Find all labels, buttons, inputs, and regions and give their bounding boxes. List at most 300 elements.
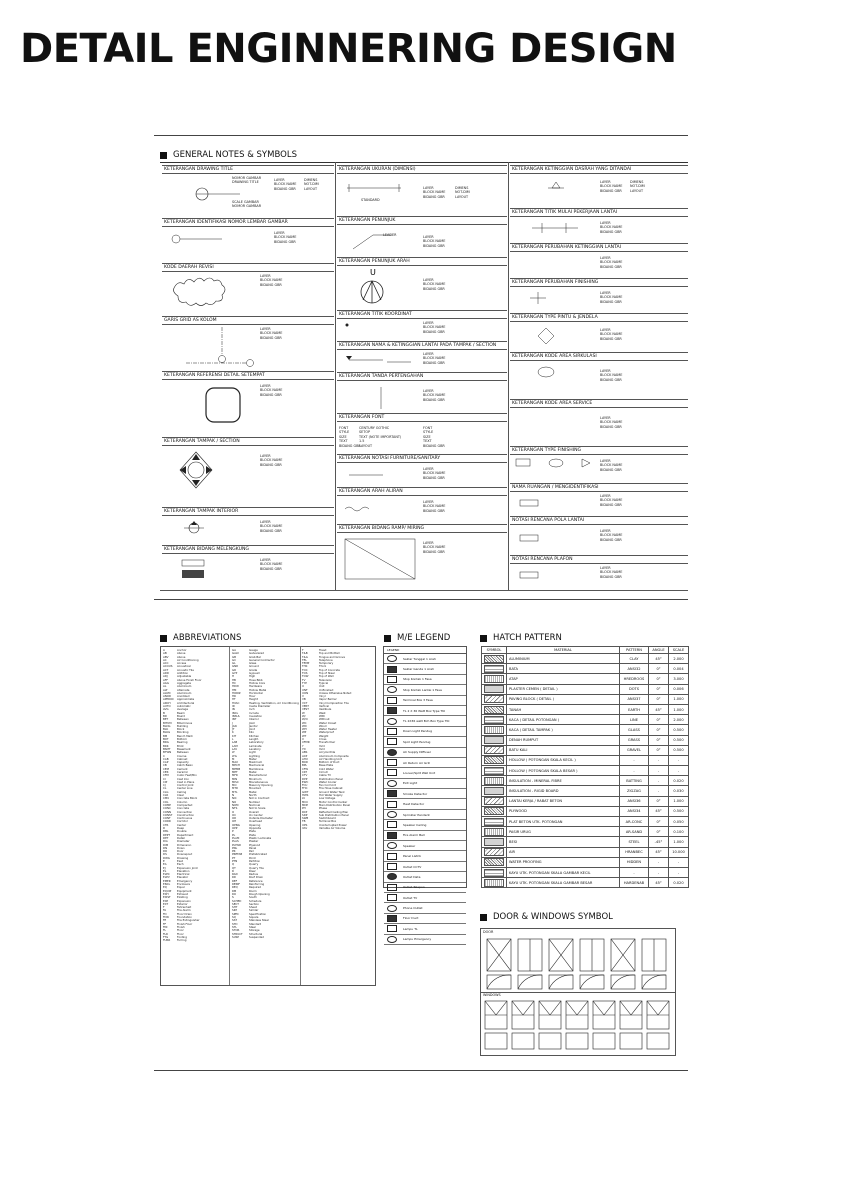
leader-label: LEADER xyxy=(383,233,397,237)
panel-title: KETERANGAN TAMPAK / SECTION xyxy=(162,438,334,446)
panel-sheet-id xyxy=(162,218,334,263)
me-legend-row xyxy=(384,758,466,768)
panel-title: KETERANGAN BIDANG RAMP/ MIRING xyxy=(337,525,507,533)
abbreviations-title: ABBREVIATIONS xyxy=(173,633,242,643)
me-legend-label: Smoke Detector xyxy=(403,791,428,796)
panel-title: KETERANGAN TAMPAK INTERIOR xyxy=(162,508,334,516)
panel-title: KETERANGAN NAMA & KETINGGIAN LANTAI PADA TAMPAK / SECTION xyxy=(337,342,507,350)
abbr-divider xyxy=(229,647,230,985)
me-legend-row xyxy=(384,789,466,799)
me-symbol-icon xyxy=(387,832,397,839)
hatch-pattern: - xyxy=(620,867,649,877)
me-symbol-icon xyxy=(387,842,397,849)
layer-labels: LAYER BLOCK NAME BIDANG GBR xyxy=(600,256,623,269)
panel-title: NAMA RUANGAN / MENGIDENTIFIKASI xyxy=(510,484,688,492)
layer-labels: LAYER BLOCK NAME BIDANG GBR xyxy=(274,178,297,191)
me-legend-label: Outlet Data xyxy=(403,874,421,879)
me-legend-label: TL 2 X 36 Watt Box Type TKI xyxy=(403,708,446,713)
hatch-scale: 0.500 xyxy=(669,735,689,745)
hatch-material: HOLLOW ( POTONGAN SKALA BESAR ) xyxy=(507,766,620,776)
me-legend-row xyxy=(384,696,466,706)
hatch-row xyxy=(482,857,689,867)
me-legend-label: Stop Kontak Lantai 1 Fasa xyxy=(403,687,442,692)
room-tag-icon xyxy=(518,494,542,510)
drawing-title-labels: NOMOR GAMBAR DRAWING TITLE xyxy=(232,176,262,185)
window-plan-icon xyxy=(512,1033,534,1049)
layer-labels: LAYER BLOCK NAME BIDANG GBR xyxy=(600,494,623,507)
hatch-material: HOLLOW ( POTONGAN SKALA KECIL ) xyxy=(507,755,620,765)
me-legend-table xyxy=(383,646,467,942)
hatch-swatch-icon xyxy=(482,766,507,776)
me-legend-label: Exit Light xyxy=(403,781,418,786)
layer-labels: LAYER BLOCK NAME BIDANG GBR xyxy=(600,291,623,304)
hatch-pattern: ANSI37 xyxy=(620,694,649,704)
layer-labels: LAYER BLOCK NAME BIDANG GBR xyxy=(600,529,623,542)
me-legend-row xyxy=(384,924,466,934)
panel-start-point xyxy=(510,208,688,243)
square-bullet-icon xyxy=(480,914,487,921)
panel-font xyxy=(337,413,507,454)
page-title: DETAIL ENGINNERING DESIGN xyxy=(20,26,677,72)
me-legend-row xyxy=(384,862,466,872)
hatch-swatch-icon xyxy=(482,674,507,684)
me-legend-heading xyxy=(384,633,450,643)
me-symbol-icon xyxy=(387,780,397,787)
me-legend-label: Sprinkler Pendent xyxy=(403,812,430,817)
me-legend-row xyxy=(384,883,466,893)
general-notes-rule xyxy=(160,162,688,163)
hatch-material: LANTAI KERJA / RABAT BETON xyxy=(507,796,620,806)
hatch-pattern: - xyxy=(620,755,649,765)
me-legend-row xyxy=(384,893,466,903)
hatch-swatch-icon xyxy=(482,755,507,765)
hatch-pattern: HIDDEN xyxy=(620,857,649,867)
window-plan-icon xyxy=(485,1033,507,1049)
me-legend-title: M/E LEGEND xyxy=(397,633,451,643)
me-legend-label: Fire Alarm Bell xyxy=(403,833,425,838)
revision-cloud-icon xyxy=(170,276,240,310)
panel-title: NOTASI RENCANA PLAFON xyxy=(510,556,688,564)
square-bullet-icon xyxy=(160,635,167,642)
panel-dimension xyxy=(337,165,507,216)
height-marker-icon xyxy=(546,178,566,202)
windows-label: WINDOWS xyxy=(483,993,501,997)
me-symbol-icon xyxy=(387,790,397,797)
finishing-type-icon xyxy=(514,457,600,469)
me-symbol-icon xyxy=(387,853,397,860)
level-marker-icon xyxy=(343,352,413,366)
window-plan-icon xyxy=(593,1033,615,1049)
abbr-codes-3: T T&B T&G TEL TEMP THK TOC TOS TOW TV TYP U UNF UON V VB VCT VERT VEST W W/ W/O WC WD WH WP WT X XFMR Y YD ABS ACP AHU BOD BPL CFW CKT CTV DPP EWC FCU FHC GWT HWS LV MCC MDP PH RCP SDP SWB TB UPS VAV xyxy=(302,648,310,831)
hatch-scale: - xyxy=(669,867,689,877)
layer-labels: LAYER BLOCK NAME BIDANG GBR xyxy=(423,389,446,402)
hatch-pattern-table-wrap xyxy=(481,646,689,888)
panel-room-name xyxy=(510,483,688,516)
panel-circulation xyxy=(510,352,688,399)
me-symbol-icon xyxy=(387,936,397,943)
hatch-pattern: HRANBEC xyxy=(620,847,649,857)
me-legend-label: Outlet TV xyxy=(403,895,418,900)
panel-detail-ref xyxy=(162,371,334,436)
panel-revision xyxy=(162,263,334,316)
ceiling-tag-icon xyxy=(518,566,542,582)
me-symbol-icon xyxy=(387,884,397,891)
square-bullet-icon xyxy=(480,635,487,642)
hatch-angle: - xyxy=(649,766,669,776)
layer-labels: LAYER BLOCK NAME BIDANG GBR xyxy=(600,566,623,579)
hatch-material: BATA xyxy=(507,664,620,674)
me-symbol-icon xyxy=(387,811,397,818)
hatch-scale: - xyxy=(669,857,689,867)
me-legend-row xyxy=(384,675,466,685)
hatch-row xyxy=(482,684,689,694)
hatch-scale: - xyxy=(669,755,689,765)
me-symbol-icon xyxy=(387,801,397,808)
hatch-scale: 0.020 xyxy=(669,878,689,888)
hatch-scale: 1.000 xyxy=(669,796,689,806)
panel-title: KETERANGAN IDENTIFIKASI NOMOR LEMBAR GAMBAR xyxy=(162,219,334,227)
panel-level xyxy=(337,341,507,372)
me-legend-header: LEGEND xyxy=(384,647,466,654)
hatch-pattern: HARDENAB xyxy=(620,878,649,888)
hatch-material: PLYWOOD xyxy=(507,806,620,816)
hatch-row xyxy=(482,776,689,786)
hatch-angle: 0° xyxy=(649,827,669,837)
layer-labels: LAYER BLOCK NAME BIDANG GBR xyxy=(600,459,623,472)
hatch-scale: 2.000 xyxy=(669,654,689,664)
hatch-pattern: HREDROOS xyxy=(620,674,649,684)
layer-labels: LAYER BLOCK NAME BIDANG GBR xyxy=(423,186,446,199)
panel-ceiling xyxy=(510,555,688,590)
door-windows-panel xyxy=(480,928,676,1056)
hatch-row xyxy=(482,837,689,847)
me-legend-row xyxy=(384,664,466,674)
layer-labels: LAYER BLOCK NAME BIDANG GBR xyxy=(423,541,446,554)
panel-title: KETERANGAN KETINGGIAN DASRAH YANG DITANDAI xyxy=(510,166,688,174)
grid-line-icon xyxy=(182,325,262,369)
hatch-material: TANAH xyxy=(507,704,620,714)
panel-title: KETERANGAN TITIK MULAI PEKERJAAN LANTAI xyxy=(510,209,688,217)
me-legend-row xyxy=(384,903,466,913)
me-legend-label: Heat Detector xyxy=(403,802,425,807)
layer-labels: LAYER BLOCK NAME BIDANG GBR xyxy=(260,384,283,397)
svg-text:U: U xyxy=(370,268,376,277)
panel-title: KETERANGAN KODE AREA SERVICE xyxy=(510,400,688,408)
column-divider-1 xyxy=(335,162,336,590)
hatch-row xyxy=(482,766,689,776)
layer-values: DIMENS NOT-DIM LAYOUT xyxy=(304,178,319,191)
abbr-divider xyxy=(300,647,301,985)
hatch-scale: 1.000 xyxy=(669,837,689,847)
window-plan-icon xyxy=(566,1033,588,1049)
hatch-row xyxy=(482,725,689,735)
floor-tag-icon xyxy=(518,529,542,545)
me-legend-label: Terminal Box 3 Fasa xyxy=(403,698,433,703)
hatch-row xyxy=(482,817,689,827)
hatch-row xyxy=(482,847,689,857)
hatch-swatch-icon xyxy=(482,817,507,827)
hatch-angle: 45° xyxy=(649,704,669,714)
font-values: CENTURY GOTHIC SETOP TEXT (NOTE IMPORTANT) 1.5 LAYOUT xyxy=(359,426,402,448)
hatch-pattern: GRASS xyxy=(620,735,649,745)
hatch-pattern: LINE xyxy=(620,715,649,725)
hatch-angle: 0° xyxy=(649,715,669,725)
layer-labels: LAYER BLOCK NAME BIDANG GBR xyxy=(274,231,297,244)
door-windows-heading xyxy=(480,912,613,922)
me-legend-row xyxy=(384,654,466,664)
hatch-header-angle: ANGLE xyxy=(649,647,669,654)
layer-labels: LAYER BLOCK NAME BIDANG GBR xyxy=(423,321,446,334)
hatch-pattern: ANSI36 xyxy=(620,796,649,806)
me-legend-label: Panel Listrik xyxy=(403,854,422,859)
me-legend-label: Saklar Tunggal 1 Arah xyxy=(403,656,436,661)
layer-labels: LAYER BLOCK NAME BIDANG GBR xyxy=(600,221,623,234)
me-legend-row xyxy=(384,748,466,758)
hatch-angle: - xyxy=(649,786,669,796)
me-symbol-icon xyxy=(387,863,397,870)
hatch-row xyxy=(482,867,689,877)
hatch-scale: 0.004 xyxy=(669,664,689,674)
panel-curved xyxy=(162,545,334,590)
abbr-codes-2: GA GALV GB GC GL GND GR GYP H HB HC HDW HM HORIZ HR HT HVAC ID IN INCL INSUL INT J JAN JT K KIT L LAB LAM LAV LT LTG M MAX MECH MEMB MET MFR MIN MISC MO MTD MTL N NIC NO NOM NTS O OC OD OH OPNG OPP P PL PLAM PLAS PLYWD PNL PR PREFAB PT PTN Q QT R RAD RD REF REINF REQ RM RO S SCHED SECT SHT SIM SPEC SQ SST STD STL STOR STRUCT SUSP xyxy=(232,648,243,939)
hatch-pattern: GLASS xyxy=(620,725,649,735)
panel-title: KETERANGAN KODE AREA SIRKULASI xyxy=(510,353,688,361)
panel-title: KETERANGAN PENUNJUK xyxy=(337,217,507,225)
hatch-swatch-icon xyxy=(482,735,507,745)
hatch-angle: - xyxy=(649,867,669,877)
hatch-swatch-icon xyxy=(482,745,507,755)
me-legend-row xyxy=(384,914,466,924)
panel-door-window-type xyxy=(510,313,688,352)
coordinate-point-icon xyxy=(343,321,353,331)
layer-labels: LAYER BLOCK NAME BIDANG GBR xyxy=(260,558,283,571)
door-label: DOOR xyxy=(483,930,494,934)
me-symbol-icon xyxy=(387,749,397,756)
layer-values: DIMENS NOT-DIM LAYOUT xyxy=(455,186,470,199)
me-symbol-icon xyxy=(387,915,397,922)
hatch-row xyxy=(482,694,689,704)
me-symbol-icon xyxy=(387,894,397,901)
me-symbol-icon xyxy=(387,676,397,683)
me-legend-row xyxy=(384,768,466,778)
me-legend-label: Spot Light Pendug xyxy=(403,739,431,744)
me-symbol-icon xyxy=(387,686,397,693)
font-labels: FONT STYLE SIZE TEXT BIDANG GBR xyxy=(339,426,361,448)
hatch-angle: 45° xyxy=(649,847,669,857)
me-symbol-icon xyxy=(387,759,397,766)
hatch-swatch-icon xyxy=(482,878,507,888)
panel-title: KETERANGAN NOTASI FURNITURE/SANITARY xyxy=(337,455,507,463)
me-legend-row xyxy=(384,779,466,789)
hatch-material: INSULATION - RIGID BOARD xyxy=(507,786,620,796)
layer-labels: LAYER BLOCK NAME BIDANG GBR xyxy=(260,454,283,467)
hatch-swatch-icon xyxy=(482,847,507,857)
hatch-material: DENAH RUMPUT xyxy=(507,735,620,745)
me-symbol-icon xyxy=(387,718,397,725)
abbreviations-table xyxy=(160,646,376,986)
panel-title: KETERANGAN TITIK KOORDINAT xyxy=(337,311,507,319)
layer-labels: LAYER BLOCK NAME BIDANG GBR xyxy=(423,235,446,248)
divider-bottom xyxy=(154,1070,688,1071)
me-symbol-icon xyxy=(387,821,397,828)
layer-labels: LAYER BLOCK NAME BIDANG GBR xyxy=(423,278,446,291)
hatch-swatch-icon xyxy=(482,806,507,816)
panel-flow xyxy=(337,487,507,524)
me-legend-row xyxy=(384,841,466,851)
me-legend-row xyxy=(384,935,466,945)
hatch-pattern: ZIGZAG xyxy=(620,786,649,796)
furniture-symbol-icon xyxy=(347,465,387,485)
hatch-swatch-icon xyxy=(482,654,507,664)
hatch-angle: - xyxy=(649,857,669,867)
hatch-scale: 0.020 xyxy=(669,776,689,786)
me-legend-row xyxy=(384,820,466,830)
me-legend-label: Lampu TL xyxy=(403,926,418,931)
hatch-angle: 0° xyxy=(649,694,669,704)
hatch-row xyxy=(482,745,689,755)
hatch-material: PAVING BLOCK ( DETAIL ) xyxy=(507,694,620,704)
panel-midpoint xyxy=(337,372,507,413)
me-legend-label: AC Supply Diffuser xyxy=(403,750,431,755)
me-legend-label: TL 2X36 watt Bch Box Type TKI xyxy=(403,719,450,724)
me-symbol-icon xyxy=(387,728,397,735)
me-legend-label: Down Light Pendug xyxy=(403,729,433,734)
panel-height-mark xyxy=(510,165,688,208)
abbr-meanings-2: Gauge Galvanized Grab Bar General Contractor Glass Ground Grade Gypsum High Hose Bibb Hollow Core Hardware Hollow Metal Horizontal Hour Height Heating, Ventilation, Air Conditioning Inside Diameter Inch Include Insulation Interior Joist Janitor Joint Kilo Kitchen Length Laboratory Laminate Lavatory Light Lighting Meter Maximum Mechanical Membrane Metal Manufacturer Minimum Miscellaneous Masonry Opening Mounted Metal North Not in Contract Number Nominal Not to Scale Overall On Center Outside Diameter Overhead Opening Opposite Plate Plate Plastic Laminate Plaster Plywood Panel Pair Prefabricated Point Partition Quarry Quarry Tile Riser Radius Roof Drain Reference Reinforcing Required Room Rough Opening South Schedule Section Sheet Similar Specification Square Stainless Steel Standard Steel Storage Structural Suspended xyxy=(249,648,299,939)
hatch-row xyxy=(482,827,689,837)
me-legend-label: AC Return Air Grill xyxy=(403,760,431,765)
layer-labels: LAYER BLOCK NAME BIDANG GBR xyxy=(423,467,446,480)
hatch-pattern: ANSI34 xyxy=(620,806,649,816)
panel-north xyxy=(337,257,507,310)
panel-title: KETERANGAN TYPE FINISHING xyxy=(510,447,688,455)
layer-labels: LAYER BLOCK NAME BIDANG GBR xyxy=(260,520,283,533)
finish-change-icon xyxy=(528,291,548,305)
hatch-angle: 0° xyxy=(649,664,669,674)
panel-furniture xyxy=(337,454,507,487)
hatch-row xyxy=(482,735,689,745)
elevation-marker-icon xyxy=(176,450,216,490)
hatch-angle: 45° xyxy=(649,806,669,816)
hatch-scale: 1.000 xyxy=(669,704,689,714)
hatch-row xyxy=(482,786,689,796)
hatch-material: KACA ( DETAIL POTONGAN ) xyxy=(507,715,620,725)
panel-title: KETERANGAN PENUNJUK ARAH xyxy=(337,258,507,266)
abbr-meanings-3: Tread Top and Bottom Tongue and Groove Telephone Temporary Thick Top of Concrete Top of Steel Top of Wall Television Typical Unit Unfinished Unless Otherwise Noted Vinyl Vapor Barrier Vinyl Composition Tile Vertical Vestibule West With Without Water Closet Wood Water Heater Waterproof Weight Cross Transformer Yard Yard Acrylonitrile Aluminium Composite Air Handling Unit Bottom of Duct Base Plate Cold Water Circuit Cable TV Distribution Panel Water Cooler Fan Coil Unit Fire Hose Cabinet Ground Water Tank Hot Water Supply Low Voltage Motor Control Center Main Distribution Panel Phase Reflected Ceiling Plan Sub Distribution Panel Switchboard Terminal Box Uninterrupted Power Variable Air Volume xyxy=(319,648,352,831)
hatch-material: INSULATION - MINERAL FIBRE xyxy=(507,776,620,786)
door-window-symbols xyxy=(481,929,675,1055)
panel-coordinate xyxy=(337,310,507,341)
panel-drawing-title xyxy=(162,165,334,218)
hatch-header-pattern: PATTERN xyxy=(620,647,649,654)
hatch-material: PLASTER CEMEN ( DETAIL ) xyxy=(507,684,620,694)
dimension-line-icon xyxy=(345,182,405,198)
interior-marker-icon xyxy=(182,518,206,538)
hatch-material: ATAP xyxy=(507,674,620,684)
hatch-pattern-table xyxy=(481,646,689,888)
circulation-tag-icon xyxy=(536,365,556,379)
panel-service xyxy=(510,399,688,446)
abbr-codes-1: A AB ABV AC ACC ACOUS ACT ADD ADJ AFF AGG AL ALT ALUM ANOD APPROX ARCH AUTO AVG B BD BET BITUM BLDG BLK BLKG BM BOT BRG BRK BSMT BTWN C CAB CAP CB CEM CER CFM CI CIP CJ CL CLG CLR CMU COL COMP CONC CONN CONST CONT CORR CTR D DBL DEPT DET DIA DIM DN DR DS DWG E EA EJ EL ELEC ELEV EMER ENCL EQ EQUIP EXH EXIST EXP EXT F FA FD FDN FE FF FIN FL FLR FTG FURR xyxy=(163,648,174,943)
hatch-material: ALUMINIUM xyxy=(507,654,620,664)
me-legend-label: Stop Kontak 1 Fasa xyxy=(403,677,432,682)
me-legend-label: Phone Outlet xyxy=(403,906,423,911)
hatch-material: KAYU UTK. POTONGAN SKALA GAMBAR KECIL xyxy=(507,867,620,877)
dimension-standard-label: STANDARD xyxy=(361,198,380,202)
panel-level-change xyxy=(510,243,688,278)
hatch-header-scale: SCALE xyxy=(669,647,689,654)
panel-title: NOTASI RENCANA POLA LANTAI xyxy=(510,517,688,525)
panel-title: KETERANGAN REFERENSI DETAIL SETEMPAT xyxy=(162,372,334,380)
midpoint-mark-icon xyxy=(357,385,407,411)
layer-values: DIMENS NOT-DIM LAYOUT xyxy=(630,180,645,193)
me-legend-row xyxy=(384,716,466,726)
window-plan-icon xyxy=(539,1033,561,1049)
me-symbol-icon xyxy=(387,655,397,662)
hatch-swatch-icon xyxy=(482,664,507,674)
hatch-pattern: DOTS xyxy=(620,684,649,694)
square-bullet-icon xyxy=(160,152,167,159)
panel-title: KETERANGAN ARAH ALIRAN xyxy=(337,488,507,496)
hatch-swatch-icon xyxy=(482,827,507,837)
me-legend-row xyxy=(384,872,466,882)
hatch-swatch-icon xyxy=(482,776,507,786)
general-notes-heading xyxy=(160,150,297,160)
panel-title: KETERANGAN FONT xyxy=(337,414,507,422)
hatch-row xyxy=(482,796,689,806)
sheet-bottom-rule xyxy=(160,590,688,591)
hatch-material: PASIR URUG xyxy=(507,827,620,837)
panel-elevation xyxy=(162,437,334,506)
divider-middle xyxy=(154,599,688,600)
me-legend-row xyxy=(384,799,466,809)
hatch-material: BATU KALI xyxy=(507,745,620,755)
hatch-scale: 0.500 xyxy=(669,806,689,816)
panel-title: KETERANGAN TYPE PINTU & JENDELA xyxy=(510,314,688,322)
curved-surface-icon xyxy=(180,556,210,582)
divider-top xyxy=(154,135,688,136)
panel-finish-change xyxy=(510,278,688,313)
hatch-pattern: GRAVEL xyxy=(620,745,649,755)
hatch-pattern-heading xyxy=(480,633,562,643)
hatch-scale: 1.000 xyxy=(669,694,689,704)
hatch-row xyxy=(482,654,689,664)
layer-labels: LAYER BLOCK NAME BIDANG GBR xyxy=(600,180,623,193)
hatch-swatch-icon xyxy=(482,837,507,847)
font-labels-2: FONT STYLE SIZE TEXT BIDANG GBR xyxy=(423,426,445,448)
hatch-angle: -45° xyxy=(649,837,669,847)
me-legend-row xyxy=(384,851,466,861)
me-legend-label: Floor Duct xyxy=(403,916,419,921)
panel-title: KETERANGAN BIDANG MELENGKUNG xyxy=(162,546,334,554)
me-legend-label: Saklar Ganda 1 Arah xyxy=(403,667,434,672)
hatch-swatch-icon xyxy=(482,725,507,735)
panel-floor-pattern xyxy=(510,516,688,555)
hatch-swatch-icon xyxy=(482,857,507,867)
me-legend-label: Lampu Emergency xyxy=(403,937,432,942)
me-symbol-icon xyxy=(387,697,397,704)
abbr-meanings-1: Anchor Above Above Air Conditioning Access Acoustical Acoustic Tile Addition Adjustable Above Finish Floor Aggregate Aluminium Alternate Aluminium Anodized Approximate Architectural Automatic Average Beam Board Between Bituminous Building Block Blocking Bench Mark Bottom Bearing Brick Basement Between Course Cabinet Capacity Catch Basin Cement Ceramic Cubic Feet/Min Cast Iron Cast in Place Control Joint Center Line Ceiling Clear Concrete Block Column Compacted Concrete Connection Construction Continuous Corridor Center Deep Double Department Detail Diameter Dimension Down Door Downspout Drawing East Each Expansion Joint Elevation Electrical Elevator Emergency Enclosure Equal Equipment Exhaust Existing Expansion Exterior Fahrenheit Fire Alarm Floor Drain Foundation Fire Extinguisher Finish Floor Finish Floor Floor Footing Furring xyxy=(177,648,202,943)
me-legend-label: Louver/Split Wall Unit xyxy=(403,770,436,775)
hatch-pattern: AR-SAND xyxy=(620,827,649,837)
layer-labels: LAYER BLOCK NAME BIDANG GBR xyxy=(423,352,446,365)
window-plan-icon xyxy=(647,1033,669,1049)
hatch-material: BESI xyxy=(507,837,620,847)
leader-arrow-icon xyxy=(351,227,411,253)
hatch-scale: 2.000 xyxy=(669,715,689,725)
hatch-scale: - xyxy=(669,766,689,776)
hatch-pattern: STEEL xyxy=(620,837,649,847)
